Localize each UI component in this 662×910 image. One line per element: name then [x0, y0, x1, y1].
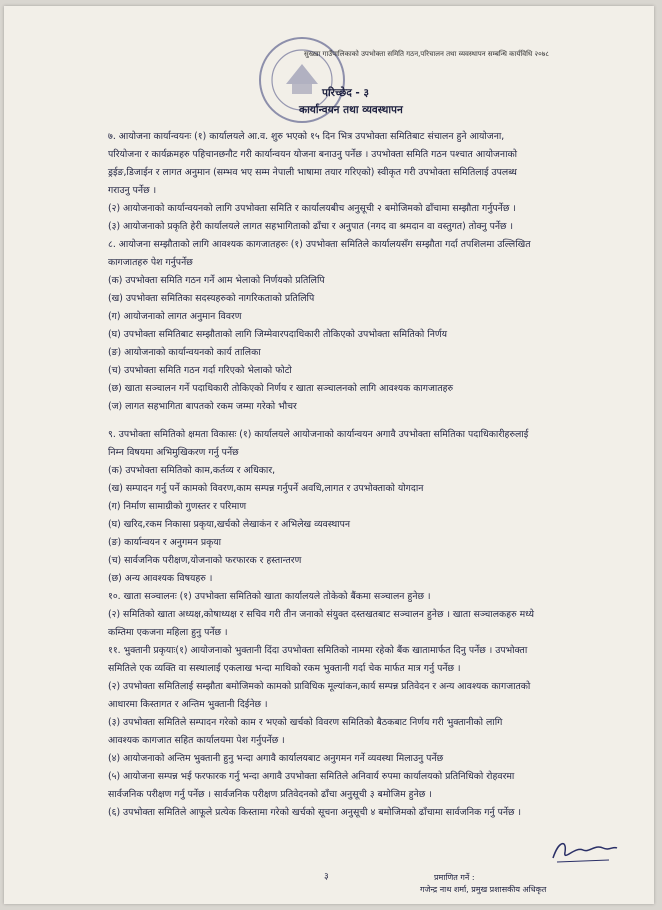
section-10 [108, 588, 618, 642]
attestation-label: प्रमाणित गर्ने : [434, 873, 475, 882]
list-item: (ग) निर्माण सामाग्रीको गुणस्तर र परिमाण [108, 501, 247, 512]
list-item: (च) उपभोक्ता समिति गठन गर्दा गरिएको भेलाको फोटो [108, 365, 292, 376]
signature-mark [549, 836, 619, 866]
list-item: (घ) उपभोक्ता समितिबाट सम्झौताको लागि जिम्मेवारपदाधिकारी तोकिएको उपभोक्ता समितिको निर्णय [108, 329, 447, 340]
list-item: (ज) लागत सहभागिता बापतको रकम जम्मा गरेको भौचर [108, 401, 297, 412]
text-line: गराउनु पर्नेछ । [108, 185, 157, 196]
page-number: ३ [324, 872, 329, 882]
document-header: सुख्खा गाउँपालिकाको उपभोक्ता समिति गठन,परिचालन तथा व्यवस्थापन सम्बन्धि कार्यविधि २०७८ [304, 50, 550, 58]
list-item: (ङ) कार्यान्वयन र अनुगमन प्रकृया [108, 537, 222, 548]
text-line: ७. आयोजना कार्यान्वयनः (१) कार्यालयले आ.व. शुरु भएको १५ दिन भित्र उपभोक्ता समितिबाट संचालन हुने आयोजना, [108, 131, 505, 142]
text-line: (३) उपभोक्ता समितिले सम्पादन गरेको काम र भएको खर्चको विवरण समितिको बैठकबाट निर्णय गरी भुक्तानीको लागि [108, 717, 503, 728]
text-line: (२) आयोजनाको कार्यान्वयनको लागि उपभोक्ता समिति र कार्यालयबीच अनुसूची २ बमोजिमको ढाँचामा सम्झौता गर्नुपर्नेछ । [108, 203, 516, 214]
section-9 [108, 426, 618, 588]
text-line: कम्तिमा एकजना महिला हुनु पर्नेछ । [108, 627, 228, 638]
text-line: सार्वजनिक परीक्षण गर्नु पर्नेछ । सार्वजनिक परीक्षण प्रतिवेदनको ढाँचा अनुसूची ३ बमोजिम हुनेछ । [108, 789, 432, 800]
text-line: आवश्यक कागजात सहित कार्यालयमा पेश गर्नुपर्नेछ । [108, 735, 285, 746]
list-item: (ख) उपभोक्ता समितिका सदस्यहरुको नागरिकताको प्रतिलिपि [108, 293, 315, 304]
text-line: (६) उपभोक्ता समितिले आफूले प्रत्येक किस्तामा गरेको खर्चको सूचना अनुसूची ४ बमोजिमको ढाँचामा सार्वजनिक गर्नु पर्नेछ । [108, 807, 522, 818]
section-11 [108, 642, 618, 822]
chapter-subtitle: कार्यान्वयन तथा व्यवस्थापन [299, 104, 403, 116]
text-line: ११. भुक्तानी प्रकृयाः(१) आयोजनाको भुक्तानी दिंदा उपभोक्ता समितिको नाममा रहेको बैंक खातामार्फत दिनु पर्नेछ । उपभोक्ता [108, 645, 528, 656]
text-line: परियोजना र कार्यक्रमहरु पहिचानछनौट गरी कार्यान्वयन योजना बनाउनु पर्नेछ । उपभोक्ता समिति गठन पश्चात आयोजनाको [108, 149, 518, 160]
text-line: (३) आयोजनाको प्रकृति हेरी कार्यालयले लागत सहभागिताको ढाँचा र अनुपात (नगद वा श्रमदान वा वस्तुगत) तोक्नु पर्नेछ । [108, 221, 514, 232]
text-line: ड्रईङ,डिजाईन र लागत अनुमान (सम्भव भए सम्म नेपाली भाषामा तयार गरिएको) स्वीकृत गरी उपभोक्ता समितिलाई उपलब्ध [108, 167, 517, 178]
text-line: १०. खाता सञ्चालनः (१) उपभोक्ता समितिको खाता कार्यालयले तोकेको बैंकमा सञ्चालन हुनेछ । [108, 591, 431, 602]
text-line: (२) समितिको खाता अध्यक्ष,कोषाध्यक्ष र सचिव गरी तीन जनाको संयुक्त दस्तखतबाट सञ्चालन हुनेछ । खाता सञ्चालकहरु मध्ये [108, 609, 535, 620]
attestation-name: गजेन्द्र नाथ शर्मा, प्रमुख प्रशासकीय अधिकृत [420, 885, 547, 894]
list-item: (घ) खरिद,रकम निकासा प्रकृया,खर्चको लेखाकंन र अभिलेख व्यवस्थापन [108, 519, 351, 530]
text-line: समितिले एक व्यक्ति वा सस्थालाई एकलाख भन्दा माथिको रकम भुक्तानी गर्दा चेक मार्फत मात्र गर्नु पर्नेछ । [108, 663, 461, 674]
list-item: (ङ) आयोजनाको कार्यान्वयनको कार्य तालिका [108, 347, 261, 358]
text-line: निम्न विषयमा अभिमुखिकरण गर्नु पर्नेछ [108, 447, 239, 458]
list-item: (क) उपभोक्ता समितिको काम,कर्तव्य र अधिकार, [108, 465, 276, 476]
list-item: (ग) आयोजनाको लागत अनुमान विवरण [108, 311, 242, 322]
text-line: आधारमा किस्तागत र अन्तिम भुक्तानी दिईनेछ । [108, 699, 268, 710]
list-item: (ख) सम्पादन गर्नु पर्ने कामको विवरण,काम सम्पन्न गर्नुपर्ने अवधि,लागत र उपभोक्ताको योगदान [108, 483, 424, 494]
section-8 [108, 236, 618, 416]
document-page [4, 6, 654, 904]
text-line: (४) आयोजनाको अन्तिम भुक्तानी हुनु भन्दा अगावै कार्यालयबाट अनुगमन गर्ने व्यवस्था मिलाउनु पर्नेछ [108, 753, 444, 764]
text-line: ९. उपभोक्ता समितिको क्षमता विकासः (१) कार्यालयले आयोजनाको कार्यान्वयन अगावै उपभोक्ता समितिका पदाधिकारीहरुलाई [108, 429, 529, 440]
list-item: (छ) अन्य आवश्यक विषयहरु । [108, 573, 213, 584]
chapter-title: परिच्छेद - ३ [322, 87, 369, 99]
text-line: (२) उपभोक्ता समितिलाई सम्झौता बमोजिमको कामको प्राविधिक मूल्यांकन,कार्य सम्पन्न प्रतिवेदन र अन्य आवश्यक कागजातको [108, 681, 531, 692]
section-7 [108, 128, 618, 236]
list-item: (च) सार्वजनिक परीक्षण,योजनाको फरफारक र हस्तान्तरण [108, 555, 302, 566]
list-item: (छ) खाता सञ्चालन गर्ने पदाधिकारी तोकिएको निर्णय र खाता सञ्चालनको लागि आवश्यक कागजातहरु [108, 383, 454, 394]
text-line: (५) आयोजना सम्पन्न भई फरफारक गर्नु भन्दा अगावै उपभोक्ता समितिले अनिवार्य रुपमा कार्यालयको प्रतिनिधिको रोहवरमा [108, 771, 515, 782]
document-body [108, 128, 618, 822]
text-line: ८. आयोजना सम्झौताको लागि आवश्यक कागजातहरुः (१) उपभोक्ता समितिले कार्यालयसँग सम्झौता गर्दा तपशिलमा उल्लिखित [108, 239, 531, 250]
list-item: (क) उपभोक्ता समिति गठन गर्ने आम भेलाको निर्णयको प्रतिलिपि [108, 275, 325, 286]
text-line: कागजातहरु पेश गर्नुपर्नेछ [108, 257, 193, 268]
